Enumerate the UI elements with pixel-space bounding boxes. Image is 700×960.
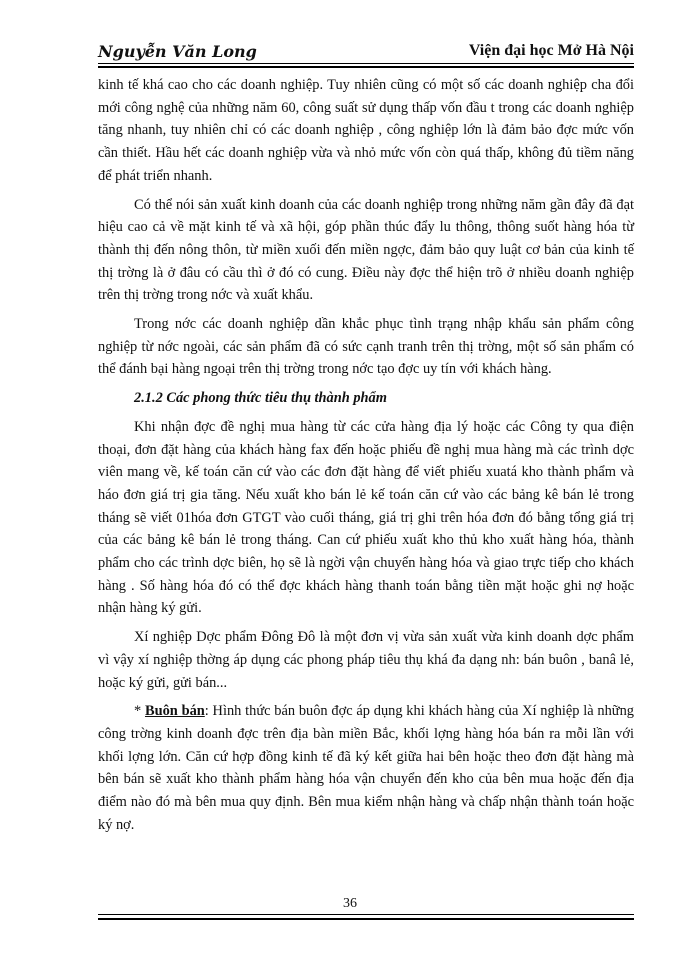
paragraph-3: Trong nớc các doanh nghiệp dần khắc phục tình trạng nhập khẩu sản phẩm công nghiệp từ nớc ngoài, các sản phẩm đã có sức cạnh tranh trên thị trờng, một số sản phẩm có thể đánh bại hàng ngoại trên thị trờng trong nớc tạo đợc uy tín với khách hàng. [98, 316, 634, 378]
footer-rule [98, 914, 634, 915]
paragraph-5: Xí nghiệp Dợc phẩm Đông Đô là một đơn vị vừa sản xuất vừa kinh doanh dợc phẩm vì vậy xí nghiệp thờng áp dụng các phong pháp tiêu thụ khá đa dạng nh: bán buôn , banâ lẻ, hoặc ký gửi, gửi bán... [98, 629, 634, 691]
header-institute: Viện đại học Mở Hà Nội [468, 42, 634, 59]
header-author: Nguyễn Văn Long [98, 42, 257, 61]
paragraph-6-text: : Hình thức bán buôn đợc áp dụng khi khách hàng của Xí nghiệp là những công trờng kinh doanh đợc trên địa bàn miền Bắc, khối lợng hàng hóa bán ra mỗi lần với khối lợng lớn. Căn cứ hợp đồng kinh tế đã ký kết giữa hai bên hoặc theo đơn đặt hàng mà bên bán sẽ xuất kho thành phẩm hàng hóa vận chuyển đến kho của bên mua hoặc đến địa điểm nào đó mà bên mua quy định. Bên mua kiểm nhận hàng và chấp nhận thành toán hoặc ký nợ. [98, 703, 634, 833]
footer-rule-thick [98, 918, 634, 920]
paragraph-1: kinh tế khá cao cho các doanh nghiệp. Tuy nhiên cũng có một số các doanh nghiệp cha đổi mới công nghệ của những năm 60, công suất sử dụng thấp vốn đầu t trong các doanh nghiệp tăng nhanh, tuy nhiên chỉ có các doanh nghiệp , công nghiệp lớn là đảm bảo đợc mức vốn cần thiết. Hầu hết các doanh nghiệp vừa và nhỏ mức vốn còn quá thấp, không đủ tiềm năng để phát triển nhanh. [98, 77, 634, 184]
page-number: 36 [343, 896, 357, 911]
paragraph-2: Có thể nói sản xuất kinh doanh của các doanh nghiệp trong những năm gần đây đã đạt hiệu cao cả về mặt kinh tế và xã hội, góp phần thúc đẩy lu thông, thông suốt hàng hóa từ thành thị đến nông thôn, từ miền xuối đến miền ngợc, đảm bảo quy luật cơ bản của kinh tế thị trờng là ở đâu có cầu thì ở đó có cung. Điều này đợc thể hiện trõ ở nhiều doanh nghiệp trên thị trờng trong nớc và xuất khẩu. [98, 196, 634, 304]
header-rule-thick [98, 66, 634, 68]
header-rule [98, 63, 634, 64]
term-buon-ban: Buôn bán [144, 703, 205, 720]
paragraph-6 [98, 700, 634, 836]
bullet-marker: * [134, 703, 145, 720]
section-heading: 2.1.2 Các phong thức tiêu thụ thành phẩm [134, 390, 387, 407]
page-body [98, 74, 634, 843]
paragraph-4: Khi nhận đợc đề nghị mua hàng từ các cửa hàng địa lý hoặc các Công ty qua điện thoại, đơn đặt hàng của khách hàng fax đến hoặc phiếu đề nghị mua hàng mà các trình dợc viên mang về, kế toán căn cứ vào các đơn đặt hàng để viết phiếu xuatá kho thành phẩm và háo đơn giá trị gia tăng. Nếu xuất kho bán lẻ kế toán căn cứ vào các bảng kê bán lẻ trong tháng sẽ viết 01hóa đơn GTGT vào cuối tháng, giá trị ghi trên hóa đơn đó bằng tổng giá trị của các bảng kê bán lẻ trong tháng. Can cứ phiếu xuất kho thủ kho xuất hàng hóa, thành phẩm cho các trình dợc biên, họ sẽ là ngời vận chuyển hàng hóa và giao trực tiếp cho khách hàng . Số hàng hóa đó có thể đợc khách hàng thanh toán bằng tiền mặt hoặc ghi nợ hoặc nhận hàng ký gửi. [98, 418, 634, 617]
